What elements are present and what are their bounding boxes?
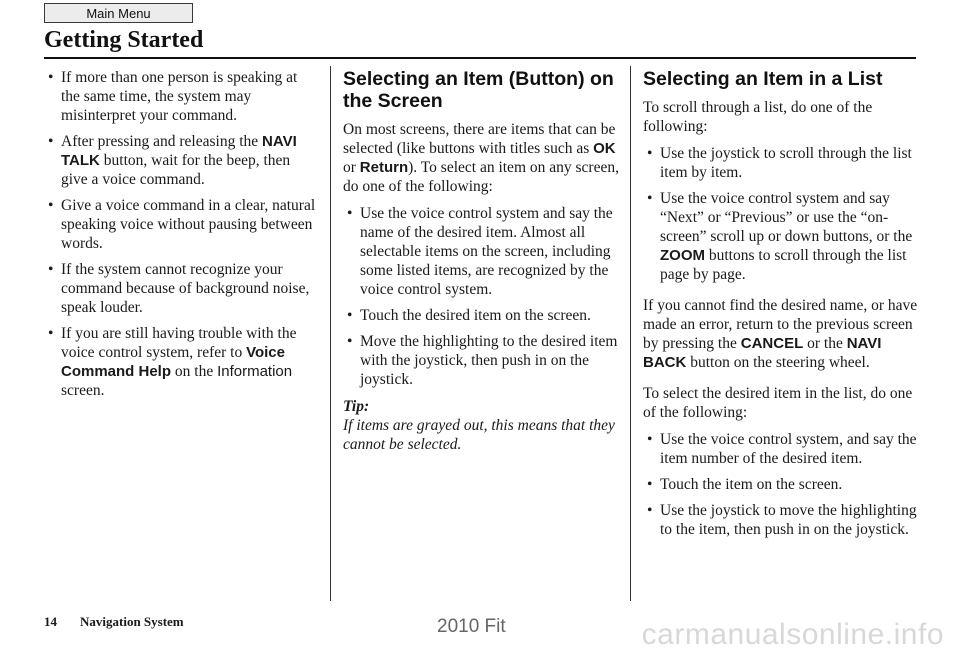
paragraph: If you cannot find the desired name, or have made an error, return to the previous screen by pressing the CANCEL or the NAVI BACK button on the steering wheel.: [643, 297, 918, 371]
paragraph: To select the desired item in the list, do one of the following:: [643, 385, 913, 421]
list-item: • Give a voice command in a clear, natural speaking voice without pausing between words.: [44, 196, 318, 253]
page-title: Getting Started: [44, 27, 204, 53]
select-methods-list: [343, 204, 619, 389]
column-voice-tips: [44, 68, 318, 407]
list-item: • After pressing and releasing the NAVI TALK button, wait for the beep, then give a voice command.: [44, 132, 318, 189]
paragraph: To scroll through a list, do one of the following:: [643, 99, 873, 135]
title-divider: [44, 57, 916, 59]
navi-back-button-ref: NAVI BACK: [643, 335, 882, 371]
list-item: • If the system cannot recognize your command because of background noise, speak louder.: [44, 260, 318, 317]
tip-text: If items are grayed out, this means that they cannot be selected.: [343, 417, 615, 453]
cancel-button-ref: CANCEL: [740, 335, 804, 352]
list-item: • Use the voice control system, and say the item number of the desired item.: [643, 430, 919, 468]
page-number: 14: [44, 614, 57, 629]
list-item: • Use the joystick to move the highlighting to the item, then push in on the joystick.: [643, 501, 919, 539]
list-item: • Touch the item on the screen.: [643, 475, 919, 494]
list-item: • Use the voice control system and say “Next” or “Previous” or use the “on-screen” scroll up or down buttons, or the ZOOM buttons to scroll through the list page by page.: [643, 189, 919, 284]
list-select-methods-list: [643, 430, 919, 539]
navi-talk-button-ref: NAVI TALK: [61, 133, 297, 169]
main-menu-button[interactable]: Main Menu: [44, 3, 193, 23]
list-item: • If you are still having trouble with the voice control system, refer to Voice Command Help on the Information screen.: [44, 324, 318, 400]
column-divider-right: [630, 66, 631, 601]
model-watermark: 2010 Fit: [437, 616, 506, 637]
list-item: • Use the joystick to scroll through the list item by item.: [643, 144, 919, 182]
site-watermark: carmanualsonline.info: [641, 618, 944, 651]
information-screen-ref: Information: [217, 363, 293, 380]
tip-label: Tip:: [343, 398, 370, 415]
zoom-button-ref: ZOOM: [660, 247, 705, 264]
section-heading: Selecting an Item in a List: [643, 68, 883, 90]
list-item: • Touch the desired item on the screen.: [343, 306, 619, 325]
scroll-methods-list: [643, 144, 919, 284]
return-button-ref: Return: [359, 159, 409, 176]
column-divider-left: [330, 66, 331, 601]
column-select-list: [643, 68, 919, 546]
footer-label: Navigation System: [80, 614, 184, 629]
list-item: • Move the highlighting to the desired item with the joystick, then push in on the joystick.: [343, 332, 619, 389]
voice-command-help-ref: Voice Command Help: [61, 344, 285, 380]
ok-button-ref: OK: [593, 140, 616, 157]
voice-tips-list: [44, 68, 318, 400]
paragraph: On most screens, there are items that can be selected (like buttons with titles such as OK or Return). To select an item on any screen, do one of the following:: [343, 121, 619, 195]
column-select-button: [343, 68, 619, 454]
list-item: • Use the voice control system and say the name of the desired item. Almost all selectable items on the screen, including some listed items, are recognized by the voice control system.: [343, 204, 619, 299]
section-heading: Selecting an Item (Button) on the Screen: [343, 68, 614, 112]
list-item: • If more than one person is speaking at the same time, the system may misinterpret your command.: [44, 68, 318, 125]
